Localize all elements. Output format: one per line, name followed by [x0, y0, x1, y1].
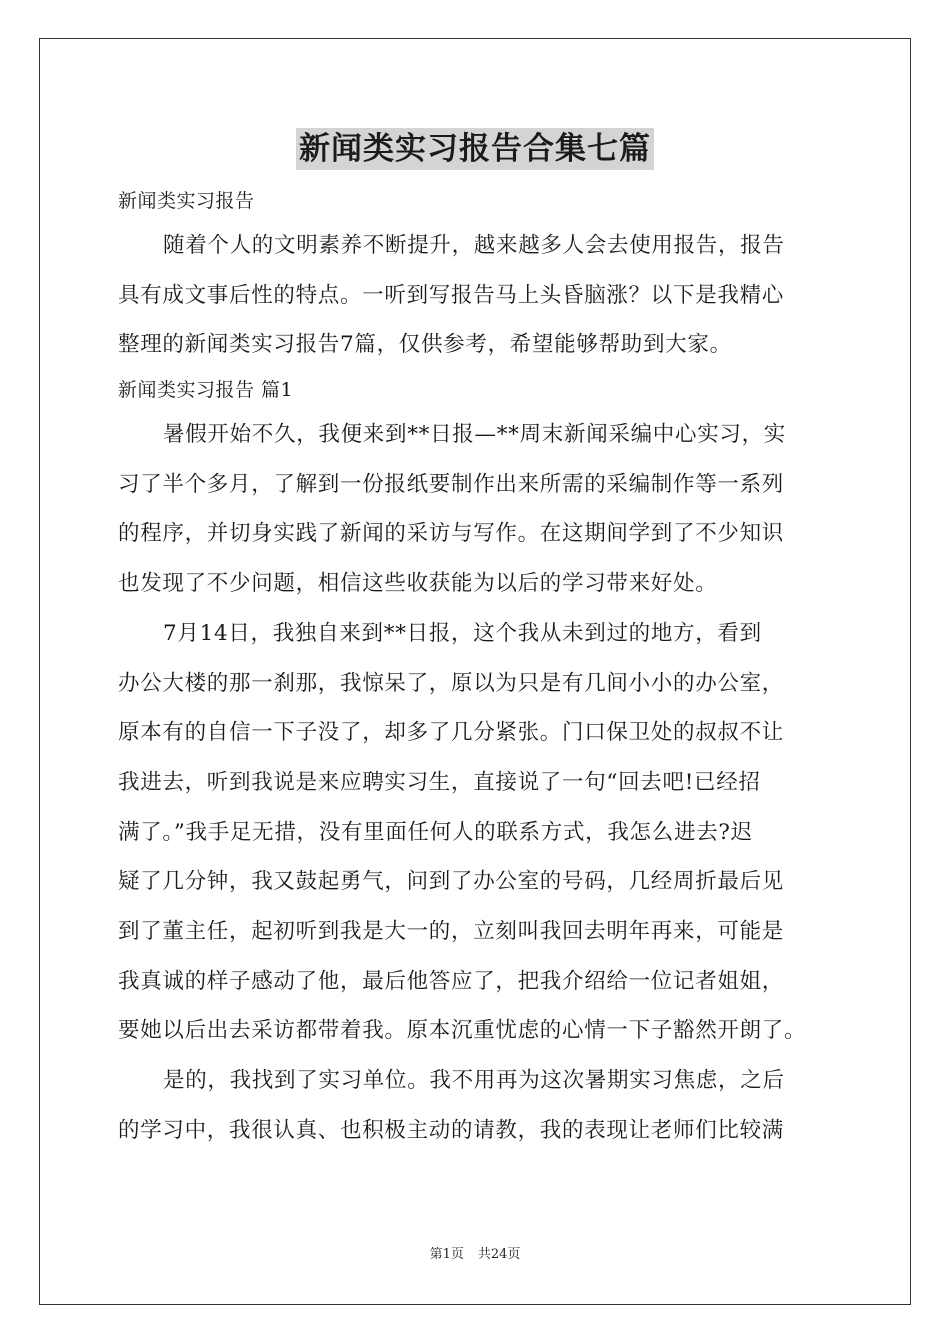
- paragraph-line: 要她以后出去采访都带着我。原本沉重忧虑的心情一下子豁然开朗了。: [118, 1018, 807, 1044]
- paragraph-line: 疑了几分钟，我又鼓起勇气，问到了办公室的号码，几经周折最后见: [118, 869, 785, 895]
- paragraph-line: 习了半个多月，了解到一份报纸要制作出来所需的采编制作等一系列: [118, 471, 785, 497]
- paragraph-line: 具有成文事后性的特点。一听到写报告马上头昏脑涨？以下是我精心: [118, 282, 785, 308]
- paragraph-line: 也发现了不少问题，相信这些收获能为以后的学习带来好处。: [118, 571, 718, 597]
- document-body: [118, 181, 842, 1155]
- paragraph-line: 的学习中，我很认真、也积极主动的请教，我的表现让老师们比较满: [118, 1117, 785, 1143]
- page-footer: [0, 1246, 950, 1264]
- paragraph-line: 是的，我找到了实习单位。我不用再为这次暑期实习焦虑，之后: [163, 1068, 785, 1093]
- paragraph-line: 7月14日，我独自来到**日报，这个我从未到过的地方，看到: [163, 620, 762, 646]
- paragraph-line: 到了董主任，起初听到我是大一的，立刻叫我回去明年再来，可能是: [118, 918, 785, 944]
- paragraph-line: 办公大楼的那一刹那，我惊呆了，原以为只是有几间小小的办公室，: [118, 670, 785, 696]
- paragraph-line: 随着个人的文明素养不断提升，越来越多人会去使用报告，报告: [163, 233, 785, 258]
- title-container: [0, 128, 950, 170]
- page-number: 第1页: [429, 1247, 464, 1262]
- paragraph-line: 的程序，并切身实践了新闻的采访与写作。在这期间学到了不少知识: [118, 521, 785, 547]
- paragraph-line: 暑假开始不久，我便来到**日报—**周末新闻采编中心实习，实: [163, 422, 787, 448]
- document-title: 新闻类实习报告合集七篇: [296, 128, 654, 170]
- page-total: 共24页: [477, 1247, 521, 1262]
- paragraph-line: 满了。”我手足无措，没有里面任何人的联系方式，我怎么进去?迟: [118, 819, 753, 845]
- paragraph-line: 原本有的自信一下子没了，却多了几分紧张。门口保卫处的叔叔不让: [118, 720, 785, 746]
- paragraph-line: 我进去，听到我说是来应聘实习生，直接说了一句“回去吧!已经招: [118, 769, 761, 795]
- section-heading: 新闻类实习报告 篇1: [118, 379, 294, 402]
- paragraph-line: 整理的新闻类实习报告7篇，仅供参考，希望能够帮助到大家。: [118, 332, 732, 358]
- paragraph-line: 我真诚的样子感动了他，最后他答应了，把我介绍给一位记者姐姐，: [118, 968, 785, 994]
- section-heading: 新闻类实习报告: [118, 190, 255, 212]
